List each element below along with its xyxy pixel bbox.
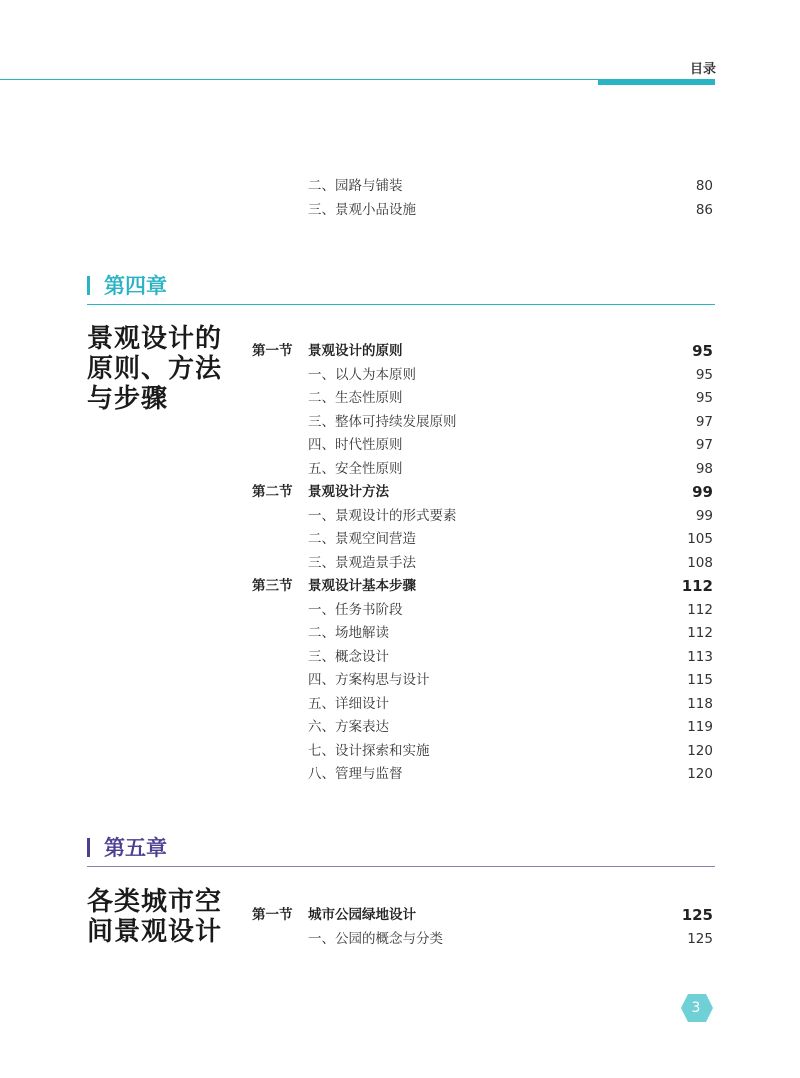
toc-item[interactable] [308,646,713,668]
toc-item[interactable] [308,716,713,738]
toc-item-title: 三、概念设计 [308,649,389,665]
section-label: 第一节 [252,907,293,923]
toc-item[interactable] [308,693,713,715]
toc-item[interactable] [308,763,713,785]
toc-item-title: 一、公园的概念与分类 [308,931,443,947]
toc-item-title: 二、生态性原则 [308,390,403,406]
chapter-4-title [87,324,222,414]
chapter-5-label: 第五章 [104,836,167,860]
page-number-badge [680,993,714,1023]
toc-item-page: 105 [687,531,713,547]
toc-item-page: 115 [687,672,713,688]
chapter-title-line: 景观设计的 [87,324,223,354]
toc-section[interactable] [252,575,713,597]
chapter-5-title [87,887,222,947]
section-label: 第一节 [252,343,293,359]
toc-item-page: 120 [687,766,713,782]
toc-item-title: 八、管理与监督 [308,766,403,782]
toc-item-page: 120 [687,743,713,759]
section-title: 景观设计的原则 [308,343,403,359]
toc-item[interactable] [308,928,713,950]
toc-item-title: 四、时代性原则 [308,437,403,453]
toc-item-page: 119 [687,719,713,735]
toc-item-title: 一、景观设计的形式要素 [308,508,457,524]
section-title: 景观设计基本步骤 [308,578,416,594]
toc-item-title: 五、详细设计 [308,696,389,712]
chapter-5-rule [87,866,715,867]
chapter-4-rule [87,304,715,305]
toc-item-title: 三、景观造景手法 [308,555,416,571]
toc-item-page: 80 [695,178,713,194]
toc-item[interactable] [308,740,713,762]
toc-item[interactable] [308,434,713,456]
toc-item-title: 三、景观小品设施 [308,202,416,218]
toc-item-page: 95 [695,390,713,406]
toc-item-page: 118 [687,696,713,712]
section-label: 第三节 [252,578,293,594]
toc-item[interactable] [308,599,713,621]
toc-item-title: 一、以人为本原则 [308,367,416,383]
section-page: 99 [692,483,713,501]
toc-item-title: 六、方案表达 [308,719,389,735]
chapter-title-line: 与步骤 [87,384,169,414]
toc-item[interactable] [308,669,713,691]
toc-item-title: 五、安全性原则 [308,461,403,477]
page-number: 3 [691,1000,701,1016]
chapter-marker-bar [87,838,90,857]
toc-item[interactable] [308,528,713,550]
toc-item-page: 113 [687,649,713,665]
toc-item[interactable] [308,175,713,197]
chapter-4-heading[interactable] [87,271,167,301]
toc-item-page: 95 [695,367,713,383]
toc-item-title: 七、设计探索和实施 [308,743,430,759]
toc-item[interactable] [308,552,713,574]
toc-item-page: 112 [687,625,713,641]
toc-item[interactable] [308,505,713,527]
section-page: 112 [681,577,713,595]
running-header: 目录 [689,62,716,77]
header-accent-bar [598,80,715,85]
chapter-title-line: 原则、方法 [87,354,223,384]
chapter-4-label: 第四章 [104,274,167,298]
toc-item-page: 99 [695,508,713,524]
toc-section[interactable] [252,481,713,503]
section-page: 95 [692,342,713,360]
toc-item[interactable] [308,387,713,409]
section-title: 景观设计方法 [308,484,389,500]
toc-item[interactable] [308,622,713,644]
toc-item-title: 二、园路与铺装 [308,178,403,194]
toc-item-page: 97 [695,414,713,430]
toc-item[interactable] [308,458,713,480]
toc-item-title: 四、方案构思与设计 [308,672,430,688]
toc-item[interactable] [308,199,713,221]
toc-section[interactable] [252,340,713,362]
toc-item[interactable] [308,411,713,433]
section-page: 125 [681,906,713,924]
toc-item-page: 97 [695,437,713,453]
toc-item-title: 三、整体可持续发展原则 [308,414,457,430]
toc-item-title: 一、任务书阶段 [308,602,403,618]
toc-item-page: 86 [695,202,713,218]
chapter-title-line: 各类城市空 [87,887,223,917]
chapter-5-heading[interactable] [87,833,167,863]
toc-item-page: 98 [695,461,713,477]
chapter-title-line: 间景观设计 [87,917,223,947]
toc-item-page: 112 [687,602,713,618]
section-title: 城市公园绿地设计 [308,907,416,923]
toc-item-title: 二、景观空间营造 [308,531,416,547]
toc-item-page: 125 [687,931,713,947]
toc-item-title: 二、场地解读 [308,625,389,641]
toc-item[interactable] [308,364,713,386]
section-label: 第二节 [252,484,293,500]
toc-item-page: 108 [687,555,713,571]
chapter-marker-bar [87,276,90,295]
toc-section[interactable] [252,904,713,926]
